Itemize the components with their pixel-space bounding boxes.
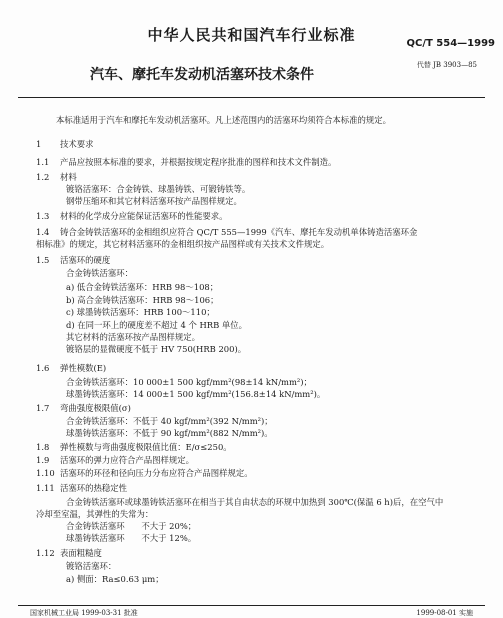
body-line — [66, 416, 273, 427]
section-number: 1.7 — [36, 403, 50, 413]
body-line — [66, 497, 443, 508]
line-text: 球墨铸铁活塞环：不低于 90 kgf/mm²(882 N/mm²)。 — [66, 428, 273, 438]
line-text: 合金铸铁活塞环 不大于 20%； — [66, 521, 197, 531]
section-line — [36, 139, 94, 150]
body-line — [66, 295, 218, 306]
section-number: 1.5 — [36, 255, 50, 265]
line-text: 镀铬层的显微硬度不低于 HV 750(HRB 200)。 — [66, 344, 247, 354]
line-text: 其它材料的活塞环按产品图样规定。 — [66, 332, 200, 342]
section-line — [36, 442, 232, 453]
section-number: 1.3 — [36, 211, 50, 221]
line-text: 材料 — [60, 172, 77, 182]
body-line — [66, 268, 133, 279]
line-text: 相标准》的规定，其它材料活塞环的金相组织按产品图样或有关技术文件规定。 — [36, 239, 330, 249]
line-text: 弹性模数与弯曲强度极限值比值：E/σ≤250。 — [60, 442, 232, 452]
footer — [30, 608, 473, 618]
section-number: 1.1 — [36, 157, 50, 167]
standard-code: QC/T 554—1999 — [406, 38, 495, 49]
effective-date: 1999-08-01 实施 — [416, 609, 473, 617]
line-text: a) 侧面：Ra≤0.63 μm； — [66, 574, 164, 584]
section-line — [36, 211, 228, 222]
body-line — [66, 320, 247, 331]
line-text: 材料的化学成分应能保证活塞环的性能要求。 — [60, 211, 228, 221]
body-line — [66, 282, 218, 293]
section-number: 1.2 — [36, 172, 50, 182]
body-line — [66, 307, 215, 318]
document-title: 汽车、摩托车发动机活塞环技术条件 — [90, 67, 314, 83]
line-text: 冷却至室温，其弹性的失常为： — [36, 509, 154, 519]
line-text: c) 球墨铸铁活塞环：HRB 100～110； — [66, 307, 215, 317]
line-text: d) 在同一环上的硬度差不超过 4 个 HRB 单位。 — [66, 320, 248, 330]
section-line — [36, 363, 106, 374]
section-number: 1.8 — [36, 442, 50, 452]
line-text: 合金铸铁活塞环： — [66, 268, 133, 278]
body-line — [66, 344, 246, 355]
line-text: 合金铸铁活塞环或球墨铸铁活塞环在相当于其自由状态的环规中加热到 300℃(保温 6 h)后，在空气中 — [66, 497, 444, 507]
section-number: 1.4 — [36, 227, 50, 237]
standard-organization: 中华人民共和国汽车行业标准 — [147, 26, 356, 44]
intro-paragraph: 本标准适用于汽车和摩托车发动机活塞环。凡上述范围内的活塞环均须符合本标准的规定。 — [56, 115, 391, 125]
line-text: 合金铸铁活塞环：10 000±1 500 kgf/mm²(98±14 kN/mm²)； — [66, 377, 312, 387]
line-text: 球墨铸铁活塞环：14 000±1 500 kgf/mm²(156.8±14 kN/mm²)。 — [66, 389, 326, 399]
line-text: 技术要求 — [60, 139, 94, 149]
line-text: 钢带压缩环和其它材料活塞环按产品图样规定。 — [66, 196, 242, 206]
body-line — [66, 196, 242, 207]
section-line — [36, 403, 131, 414]
line-text: a) 低合金铸铁活塞环：HRB 98～108； — [66, 282, 219, 292]
footer-rule — [18, 605, 485, 606]
section-line — [36, 483, 127, 494]
body-line — [66, 428, 273, 439]
section-number: 1.10 — [36, 468, 55, 478]
body-line — [36, 509, 153, 520]
line-text: 球墨铸铁活塞环 不大于 12%。 — [66, 533, 197, 543]
section-line — [36, 468, 253, 479]
line-text: 弹性模数(E) — [60, 363, 107, 373]
line-text: 活塞环的弹力应符合产品图样规定。 — [60, 455, 194, 465]
body-line — [66, 377, 312, 388]
line-text: 活塞环的硬度 — [60, 255, 111, 265]
section-number: 1.9 — [36, 455, 50, 465]
approval-date: 国家机械工业局 1999-03-31 批准 — [30, 609, 138, 617]
section-line — [36, 255, 110, 266]
section-line — [36, 227, 417, 238]
body-line — [66, 521, 196, 532]
section-number: 1.11 — [36, 483, 55, 493]
body-line — [66, 533, 196, 544]
line-text: 合金铸铁活塞环：不低于 40 kgf/mm²(392 N/mm²)； — [66, 416, 273, 426]
line-text: 铸合金铸铁活塞环的金相组织应符合 QC/T 555—1999《汽车、摩托车发动机单体铸造活塞环金 — [60, 227, 418, 237]
line-text: 表面粗糙度 — [60, 548, 102, 558]
section-line — [36, 548, 102, 559]
section-number: 1 — [36, 139, 42, 149]
section-number: 1.6 — [36, 363, 50, 373]
section-number: 1.12 — [36, 548, 55, 558]
line-text: b) 高合金铸铁活塞环：HRB 98～106； — [66, 295, 219, 305]
line-text: 镀铬活塞环： — [66, 561, 117, 571]
body-line — [66, 389, 325, 400]
section-line — [36, 172, 77, 183]
body-line — [66, 332, 200, 343]
line-text: 弯曲强度极限值(σ) — [60, 403, 131, 413]
line-text: 活塞环的热稳定性 — [60, 483, 127, 493]
replaces-note: 代替 JB 3903—85 — [416, 61, 477, 69]
section-line — [36, 157, 336, 168]
line-text: 镀铬活塞环：合金铸铁、球墨铸铁、可锻铸铁等。 — [66, 184, 251, 194]
line-text: 活塞环的环径和径向压力分布应符合产品图样规定。 — [60, 468, 253, 478]
section-line — [36, 455, 194, 466]
body-line — [66, 561, 116, 572]
header-rule — [18, 97, 485, 98]
body-line — [66, 574, 164, 585]
body-line — [66, 184, 250, 195]
body-line — [36, 239, 329, 250]
line-text: 产品应按照本标准的要求，并根据按规定程序批准的图样和技术文件制造。 — [60, 157, 337, 167]
